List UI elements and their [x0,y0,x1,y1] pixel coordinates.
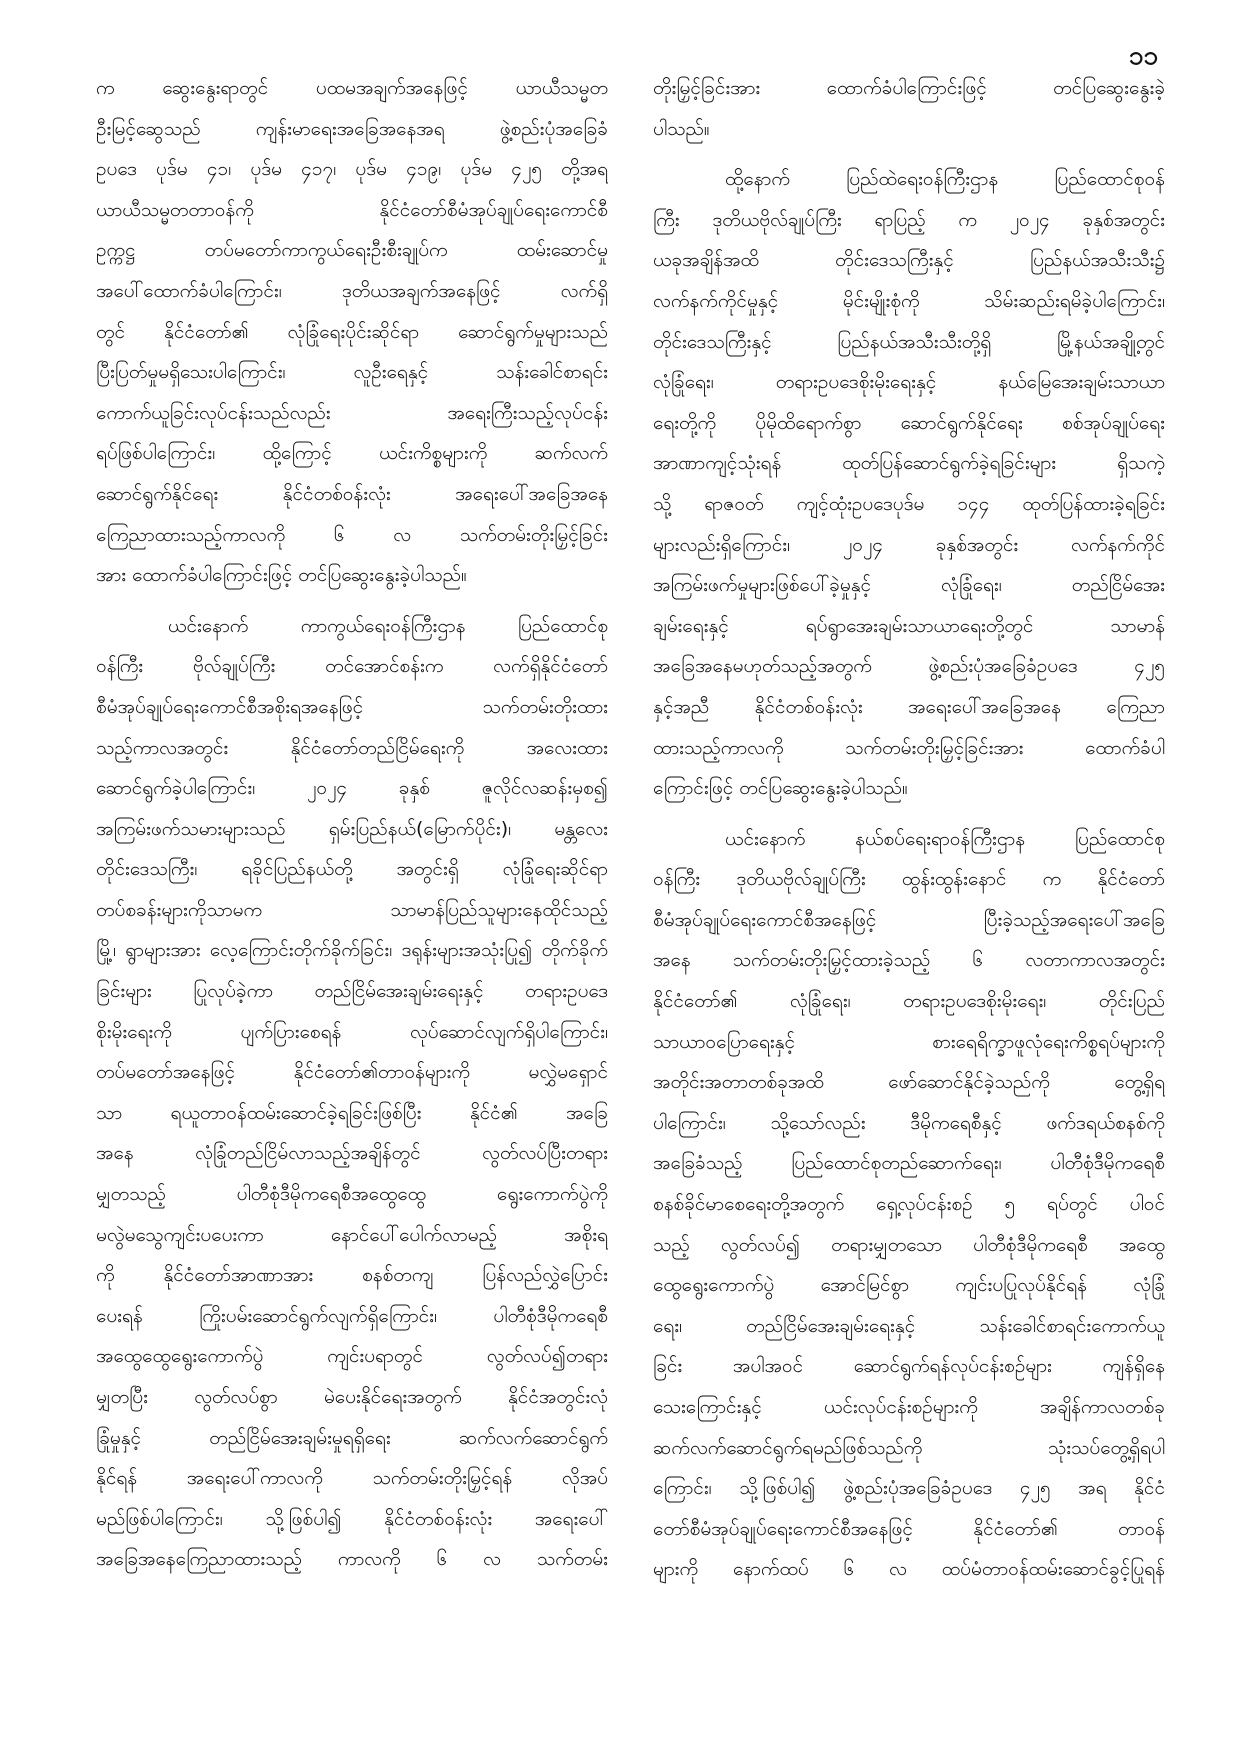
text-line: တိုင်းဒေသကြီးနှင့် ပြည်နယ်အသီးသီးတို့ရှိ မြို့နယ်အချို့တွင် [653,330,1165,353]
text-line: တိုးမြှင့်ခြင်းအား ထောက်ခံပါကြောင်းဖြင့် တင်ပြဆွေးနွေးခဲ့ [653,77,1165,99]
text-line: တပ်မတော်အနေဖြင့် နိုင်ငံတော်၏တာဝန်များကို မလွှဲမရှောင် [96,1061,608,1084]
text-line: များကို နောက်ထပ် ၆ လ ထပ်မံတာဝန်ထမ်းဆောင်ခွင့်ပြုရန် [653,1558,1165,1581]
text-line: အနေ လုံခြုံတည်ငြိမ်လာသည့်အချိန်တွင် လွတ်လပ်ပြီးတရား [96,1142,608,1165]
text-line: တော်စီမံအုပ်ချုပ်ရေးကောင်စီအနေဖြင့် နိုင်ငံတော်၏ တာဝန် [653,1517,1165,1540]
text-line: စီမံအုပ်ချုပ်ရေးကောင်စီအစိုးရအနေဖြင့် သက်တမ်းတိုးထား [96,695,608,718]
text-line: အခြေအနေမဟုတ်သည့်အတွက် ဖွဲ့စည်းပုံအခြေခံဥပဒေ ၄၂၅ [653,655,1165,678]
text-line: သည့်ကာလအတွင်း နိုင်ငံတော်တည်ငြိမ်ရေးကို အလေးထား [96,736,608,759]
text-line: မြို့၊ ရွာများအား လေ့ကြောင်းတိုက်ခိုက်ခြင်း၊ ဒရုန်းများအသုံးပြု၍ တိုက်ခိုက် [96,939,608,962]
text-line: သို့ ရာဇဝတ် ကျင့်ထုံးဥပဒေပုဒ်မ ၁၄၄ ထုတ်ပြန်ထားခဲ့ရခြင်း [653,492,1165,515]
text-line: ကို နိုင်ငံတော်အာဏာအား စနစ်တကျ ပြန်လည်လွှဲပြောင်း [96,1264,608,1287]
text-line: အခြေခံသည့် ပြည်ထောင်စုတည်ဆောက်ရေး၊ ပါတီစုံဒီမိုကရေစီ [653,1152,1165,1175]
text-line: ဥက္ကဋ္ဌ တပ်မတော်ကာကွယ်ရေးဦးစီးချုပ်က ထမ်းဆောင်မှု [96,239,608,262]
text-line: ရေးတို့ကို ပိုမိုထိရောက်စွာ ဆောင်ရွက်နိုင်ရေး စစ်အုပ်ချုပ်ရေး [653,411,1165,434]
text-line: သေးကြောင်းနှင့် ယင်းလုပ်ငန်းစဉ်များကို အချိန်ကာလတစ်ခု [653,1396,1165,1418]
text-line: ကြောင်းဖြင့် တင်ပြဆွေးနွေးခဲ့ပါသည်။ [653,777,908,800]
text-line: အကြမ်းဖက်မှုများဖြစ်ပေါ်ခဲ့မှုနှင့် လုံခြုံရေး၊ တည်ငြိမ်အေး [653,574,1165,597]
text-line: မလွဲမသွေကျင်းပပေးကာ နောင်ပေါ်ပေါက်လာမည့် အစိုးရ [96,1223,608,1246]
text-line: သာယာဝပြောရေးနှင့် စားရေရိက္ခာဖူလုံရေးကိစ္စရပ်များကို [653,1030,1165,1053]
text-line: အကြမ်းဖက်သမားများသည် ရှမ်းပြည်နယ်(မြောက်ပိုင်း)၊ မန္တလေး [96,817,608,840]
text-line: သာ ရယူတာဝန်ထမ်းဆောင်ခဲ့ရခြင်းဖြစ်ပြီး နိုင်ငံ၏ အခြေ [96,1101,608,1124]
text-line: ကြောင်း၊ သို့ဖြစ်ပါ၍ ဖွဲ့စည်းပုံအခြေခံဥပဒေ ၄၂၅ အရ နိုင်ငံ [653,1477,1165,1500]
text-line: ဆက်လက်ဆောင်ရွက်ရမည်ဖြစ်သည်ကို သုံးသပ်တွေ့ရှိရပါ [653,1436,1165,1459]
text-line: လက်နက်ကိုင်မှုနှင့် မိုင်းမျိုးစုံကို သိမ်းဆည်းရမိခဲ့ပါကြောင်း၊ [653,289,1165,312]
text-line: ရေး၊ တည်ငြိမ်အေးချမ်းရေးနှင့် သန်းခေါင်စာရင်းကောက်ယူ [653,1314,1165,1337]
text-line: ခြင်း အပါအဝင် ဆောင်ရွက်ရန်လုပ်ငန်းစဉ်များ ကျန်ရှိနေ [653,1355,1165,1378]
text-line: ချမ်းရေးနှင့် ရပ်ရွာအေးချမ်းသာယာရေးတို့တွင် သာမာန် [653,614,1165,637]
text-line: တွင် နိုင်ငံတော်၏ လုံခြုံရေးပိုင်းဆိုင်ရာ ဆောင်ရွက်မှုများသည် [96,320,608,343]
text-line: ပါသည်။ [653,117,710,140]
text-line: အပေါ်ထောက်ခံပါကြောင်း၊ ဒုတိယအချက်အနေဖြင့် လက်ရှိ [96,279,608,302]
text-line: အထွေထွေရွေးကောက်ပွဲ ကျင်းပရာတွင် လွတ်လပ်၍တရား [96,1345,608,1368]
text-line: က ဆွေးနွေးရာတွင် ပထမအချက်အနေဖြင့် ယာယီသမ္မတ [96,77,608,99]
text-line: ထွေရွေးကောက်ပွဲ အောင်မြင်စွာ ကျင်းပပြုလုပ်နိုင်ရန် လုံခြုံ [653,1274,1165,1297]
text-line: မျှတပြီး လွတ်လပ်စွာ မဲပေးနိုင်ရေးအတွက် နိုင်ငံအတွင်းလုံ [96,1386,608,1408]
text-line: ယင်းနောက် ကာကွယ်ရေးဝန်ကြီးဌာန ပြည်ထောင်စု [168,614,608,637]
text-line: အာဏာကျင့်သုံးရန် ထုတ်ပြန်ဆောင်ရွက်ခဲ့ရခြင်းများ ရှိသကဲ့ [653,452,1165,475]
text-line: များလည်းရှိကြောင်း၊ ၂၀၂၄ ခုနှစ်အတွင်း လက်နက်ကိုင် [653,533,1165,556]
text-line: မျှတသည့် ပါတီစုံဒီမိုကရေစီအထွေထွေ ရွေးကောက်ပွဲကို [96,1183,608,1206]
text-line: ရပ်ဖြစ်ပါကြောင်း၊ ထို့ကြောင့် ယင်းကိစ္စများကို ဆက်လက် [96,442,608,465]
text-line: ပါကြောင်း၊ သို့သော်လည်း ဒီမိုကရေစီနှင့် ဖက်ဒရယ်စနစ်ကို [653,1111,1165,1134]
text-line: ဆောင်ရွက်နိုင်ရေး နိုင်ငံတစ်ဝန်းလုံး အရေးပေါ်အခြေအနေ [96,482,608,505]
text-line: တပ်စခန်းများကိုသာမက သာမာန်ပြည်သူများနေထိုင်သည့် [96,898,608,921]
left-column [96,68,608,1718]
text-line: ခြုံမှုနှင့် တည်ငြိမ်အေးချမ်းမှုရရှိရေး ဆက်လက်ဆောင်ရွက် [96,1426,608,1449]
text-line: ယင်းနောက် နယ်စပ်ရေးရာဝန်ကြီးဌာန ပြည်ထောင်စု [725,827,1165,850]
text-line: ပြီးပြတ်မှုမရှိသေးပါကြောင်း၊ လူဦးရေနှင့် သန်းခေါင်စာရင်း [96,361,608,384]
text-line: နိုင်ငံတော်၏ လုံခြုံရေး၊ တရားဥပဒေစိုးမိုးရေး၊ တိုင်းပြည် [653,990,1165,1013]
text-line: အခြေအနေကြေညာထားသည့် ကာလကို ၆ လ သက်တမ်း [96,1548,608,1571]
text-line: ခြင်းများ ပြုလုပ်ခဲ့ကာ တည်ငြိမ်အေးချမ်းရေးနှင့် တရားဥပဒေ [96,980,608,1003]
text-line: စိုးမိုးရေးကို ပျက်ပြားစေရန် လုပ်ဆောင်လျက်ရှိပါကြောင်း၊ [96,1020,608,1043]
text-line: စီမံအုပ်ချုပ်ရေးကောင်စီအနေဖြင့် ပြီးခဲ့သည့်အရေးပေါ်အခြေ [653,908,1165,931]
text-line: ဝန်ကြီး ဒုတိယဗိုလ်ချုပ်ကြီး ထွန်းထွန်းနောင် က နိုင်ငံတော် [653,868,1165,891]
text-line: ဦးမြင့်ဆွေသည် ကျန်းမာရေးအခြေအနေအရ ဖွဲ့စည်းပုံအခြေခံ [96,117,608,140]
text-line: နိုင်ရန် အရေးပေါ်ကာလကို သက်တမ်းတိုးမြှင့်ရန် လိုအပ် [96,1467,608,1490]
text-line: ယာယီသမ္မတတာဝန်ကို နိုင်ငံတော်စီမံအုပ်ချုပ်ရေးကောင်စီ [96,198,608,221]
text-line: နှင့်အညီ နိုင်ငံတစ်ဝန်းလုံး အရေးပေါ်အခြေအနေ ကြေညာ [653,695,1165,718]
text-line: အား ထောက်ခံပါကြောင်းဖြင့် တင်ပြဆွေးနွေးခဲ့ပါသည်။ [96,564,467,587]
text-line: တိုင်းဒေသကြီး၊ ရခိုင်ပြည်နယ်တို့ အတွင်းရှိ လုံခြုံရေးဆိုင်ရာ [96,858,608,881]
text-line: ဆောင်ရွက်ခဲ့ပါကြောင်း၊ ၂၀၂၄ ခုနှစ် ဇူလိုင်လဆန်းမှစ၍ [96,777,608,800]
text-line: ကောက်ယူခြင်းလုပ်ငန်းသည်လည်း အရေးကြီးသည့်လုပ်ငန်း [96,401,608,424]
text-line: ကြီး ဒုတိယဗိုလ်ချုပ်ကြီး ရာပြည့် က ၂၀၂၄ ခုနှစ်အတွင်း [653,208,1165,231]
text-line: စနစ်ခိုင်မာစေရေးတို့အတွက် ရှေ့လုပ်ငန်းစဉ် ၅ ရပ်တွင် ပါဝင် [653,1193,1165,1216]
text-line: ယခုအချိန်အထိ တိုင်းဒေသကြီးနှင့် ပြည်နယ်အသီးသီး၌ [653,249,1165,272]
text-line: ထို့နောက် ပြည်ထဲရေးဝန်ကြီးဌာန ပြည်ထောင်စုဝန် [725,168,1165,191]
text-line: မည်ဖြစ်ပါကြောင်း၊ သို့ဖြစ်ပါ၍ နိုင်ငံတစ်ဝန်းလုံး အရေးပေါ် [96,1507,608,1530]
text-line: ပေးရန် ကြိုးပမ်းဆောင်ရွက်လျက်ရှိကြောင်း၊ ပါတီစုံဒီမိုကရေစီ [96,1304,608,1327]
text-line: လုံခြုံရေး၊ တရားဥပဒေစိုးမိုးရေးနှင့် နယ်မြေအေးချမ်းသာယာ [653,371,1165,394]
text-line: ထားသည့်ကာလကို သက်တမ်းတိုးမြှင့်ခြင်းအား ထောက်ခံပါ [653,736,1165,759]
right-column [653,68,1165,1718]
text-line: ဝန်ကြီး ဗိုလ်ချုပ်ကြီး တင်အောင်စန်းက လက်ရှိနိုင်ငံတော် [96,655,608,678]
text-line: ဥပဒေ ပုဒ်မ ၄၁၊ ပုဒ်မ ၄၁၇၊ ပုဒ်မ ၄၁၉၊ ပုဒ်မ ၄၂၅ တို့အရ [96,158,608,181]
text-line: သည့် လွတ်လပ်၍ တရားမျှတသော ပါတီစုံဒီမိုကရေစီ အထွေ [653,1233,1165,1256]
page-number: ၁၁ [1128,41,1158,71]
text-line: ကြေညာထားသည့်ကာလကို ၆ လ သက်တမ်းတိုးမြှင့်ခြင်း [96,523,608,546]
text-line: အနေ သက်တမ်းတိုးမြှင့်ထားခဲ့သည့် ၆ လတာကာလအတွင်း [653,949,1165,972]
text-line: အတိုင်းအတာတစ်ခုအထိ ဖော်ဆောင်နိုင်ခဲ့သည်ကို တွေ့ရှိရ [653,1071,1165,1094]
